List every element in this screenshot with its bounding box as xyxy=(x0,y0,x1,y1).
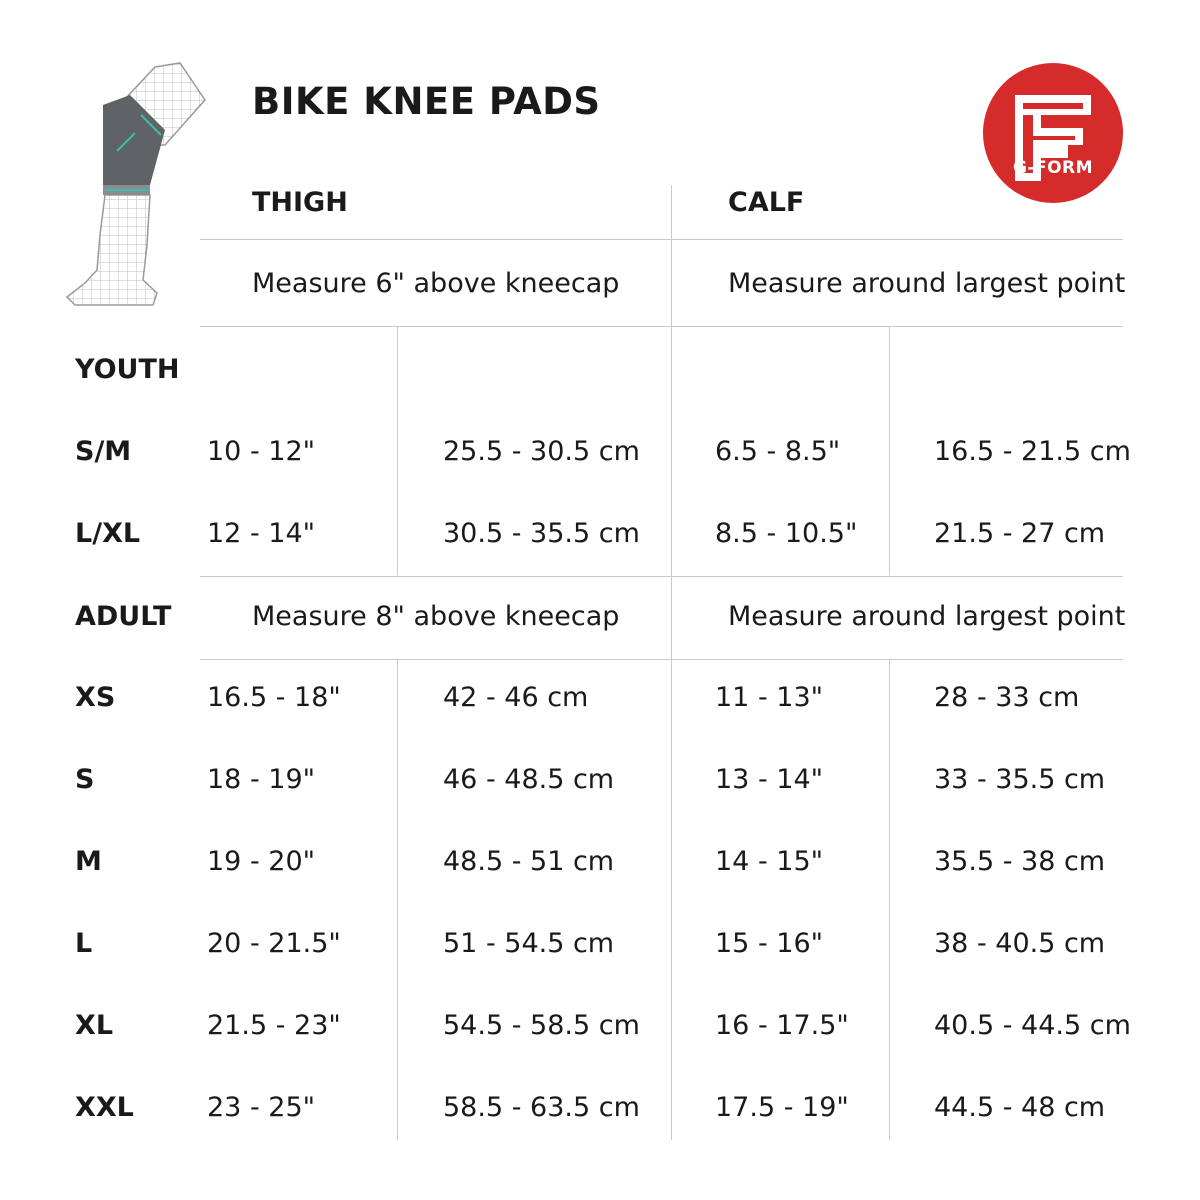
calf-inches: 14 - 15" xyxy=(715,846,824,877)
page-title: BIKE KNEE PADS xyxy=(252,80,601,123)
calf-cm: 38 - 40.5 cm xyxy=(934,928,1106,959)
thigh-inches: 10 - 12" xyxy=(207,436,316,467)
calf-inches: 16 - 17.5" xyxy=(715,1010,849,1041)
size-label: L/XL xyxy=(75,518,141,549)
calf-inches: 11 - 13" xyxy=(715,682,824,713)
thigh-inches: 23 - 25" xyxy=(207,1092,316,1123)
calf-inches: 13 - 14" xyxy=(715,764,824,795)
g-form-logo-icon xyxy=(983,63,1123,203)
size-label: S xyxy=(75,764,95,795)
thigh-cm: 46 - 48.5 cm xyxy=(443,764,615,795)
thigh-cm: 25.5 - 30.5 cm xyxy=(443,436,640,467)
divider-youth-note xyxy=(200,326,1123,327)
thigh-cm: 42 - 46 cm xyxy=(443,682,589,713)
thigh-inches: 19 - 20" xyxy=(207,846,316,877)
divider-header xyxy=(200,239,1123,240)
calf-cm: 35.5 - 38 cm xyxy=(934,846,1106,877)
column-header-thigh: THIGH xyxy=(252,187,348,218)
youth-thigh-note: Measure 6" above kneecap xyxy=(252,268,620,299)
thigh-inches: 20 - 21.5" xyxy=(207,928,341,959)
divider-youth-thigh xyxy=(397,327,398,575)
calf-inches: 15 - 16" xyxy=(715,928,824,959)
calf-cm: 21.5 - 27 cm xyxy=(934,518,1106,549)
thigh-cm: 48.5 - 51 cm xyxy=(443,846,615,877)
thigh-inches: 18 - 19" xyxy=(207,764,316,795)
thigh-inches: 12 - 14" xyxy=(207,518,316,549)
divider-adult-calf xyxy=(889,660,890,1140)
calf-cm: 33 - 35.5 cm xyxy=(934,764,1106,795)
calf-cm: 16.5 - 21.5 cm xyxy=(934,436,1131,467)
divider-adult-note xyxy=(200,659,1123,660)
size-label: M xyxy=(75,846,102,877)
calf-cm: 40.5 - 44.5 cm xyxy=(934,1010,1131,1041)
adult-label: ADULT xyxy=(75,601,172,632)
divider-adult-thigh xyxy=(397,660,398,1140)
column-header-calf: CALF xyxy=(728,187,805,218)
divider-youth-end xyxy=(200,576,1123,577)
calf-inches: 8.5 - 10.5" xyxy=(715,518,858,549)
thigh-cm: 30.5 - 35.5 cm xyxy=(443,518,640,549)
calf-inches: 6.5 - 8.5" xyxy=(715,436,841,467)
logo-text: G-FORM xyxy=(1012,158,1094,178)
thigh-cm: 54.5 - 58.5 cm xyxy=(443,1010,640,1041)
youth-calf-note: Measure around largest point xyxy=(728,268,1126,299)
size-label: XL xyxy=(75,1010,114,1041)
thigh-inches: 16.5 - 18" xyxy=(207,682,341,713)
calf-inches: 17.5 - 19" xyxy=(715,1092,849,1123)
divider-thigh-calf xyxy=(671,185,672,1140)
thigh-cm: 51 - 54.5 cm xyxy=(443,928,615,959)
calf-cm: 28 - 33 cm xyxy=(934,682,1080,713)
size-label: L xyxy=(75,928,93,959)
calf-cm: 44.5 - 48 cm xyxy=(934,1092,1106,1123)
size-label: XS xyxy=(75,682,116,713)
youth-label: YOUTH xyxy=(75,354,180,385)
thigh-cm: 58.5 - 63.5 cm xyxy=(443,1092,640,1123)
divider-youth-calf xyxy=(889,327,890,575)
adult-calf-note: Measure around largest point xyxy=(728,601,1126,632)
thigh-inches: 21.5 - 23" xyxy=(207,1010,341,1041)
adult-thigh-note: Measure 8" above kneecap xyxy=(252,601,620,632)
knee-pad-leg-icon xyxy=(55,55,225,315)
size-label: XXL xyxy=(75,1092,134,1123)
size-label: S/M xyxy=(75,436,132,467)
